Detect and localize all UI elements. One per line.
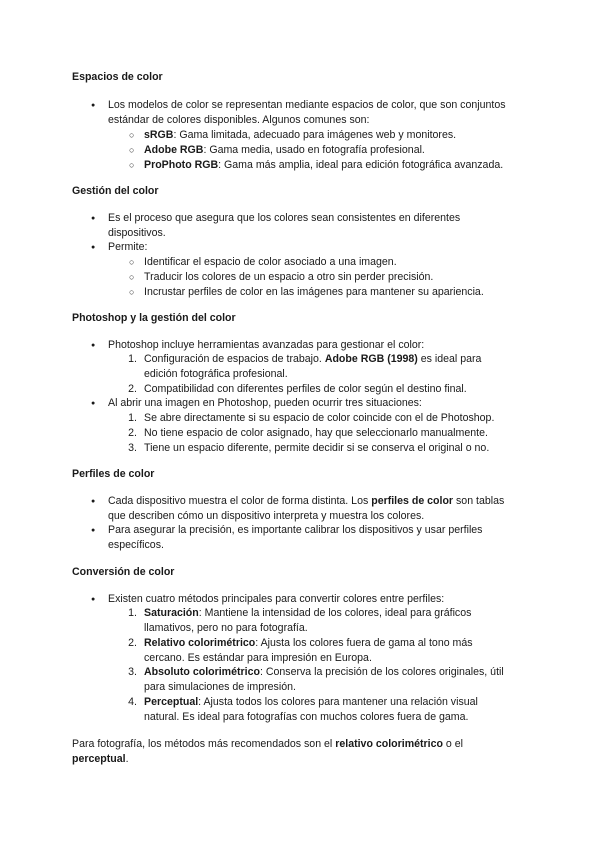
list-number: 3. (128, 666, 137, 678)
numbered-item: No tiene espacio de color asignado, hay que seleccionarlo manualmente. (144, 427, 488, 439)
sub-bullet-item: ○ Adobe RGB: Gama media, usado en fotografía profesional. (144, 143, 425, 158)
bullet-item: ● Existen cuatro métodos principales para convertir colores entre perfiles: (108, 592, 444, 607)
numbered-item: Absoluto colorimétrico: Conserva la precisión de los colores originales, útil (144, 666, 504, 678)
bullet-continuation: dispositivos. (108, 227, 166, 239)
heading-conversion-de-color: Conversión de color (72, 566, 175, 578)
list-number: 4. (128, 696, 137, 708)
bullet-continuation: que describen cómo un dispositivo interpreta y muestra los colores. (108, 510, 425, 522)
numbered-continuation: edición fotográfica profesional. (144, 368, 288, 380)
numbered-item: Tiene un espacio diferente, permite decidir si se conserva el original o no. (144, 442, 490, 454)
numbered-item: Configuración de espacios de trabajo. Adobe RGB (1998) es ideal para (144, 353, 482, 365)
bullet-item: ● Al abrir una imagen en Photoshop, pueden ocurrir tres situaciones: (108, 396, 422, 411)
numbered-continuation: natural. Es ideal para fotografías con muchos colores fuera de gama. (144, 711, 469, 723)
list-number: 2. (128, 637, 137, 649)
bullet-item: ● Photoshop incluye herramientas avanzadas para gestionar el color: (108, 338, 424, 353)
heading-perfiles-de-color: Perfiles de color (72, 468, 155, 480)
sub-bullet-item: ○ Identificar el espacio de color asociado a una imagen. (144, 255, 397, 270)
list-number: 1. (128, 607, 137, 619)
bullet-item: ● Para asegurar la precisión, es importante calibrar los dispositivos y usar perfiles (108, 523, 482, 538)
numbered-continuation: para simulaciones de impresión. (144, 681, 296, 693)
closing-paragraph: Para fotografía, los métodos más recomendados son el relativo colorimétrico o el (72, 738, 464, 750)
heading-photoshop: Photoshop y la gestión del color (72, 312, 236, 324)
sub-bullet-item: ○ Incrustar perfiles de color en las imágenes para mantener su apariencia. (144, 285, 484, 300)
numbered-item: Perceptual: Ajusta todos los colores para mantener una relación visual (144, 696, 478, 708)
numbered-item: Saturación: Mantiene la intensidad de los colores, ideal para gráficos (144, 607, 472, 619)
sub-bullet-item: ○ ProPhoto RGB: Gama más amplia, ideal para edición fotográfica avanzada. (144, 158, 503, 173)
list-number: 3. (128, 442, 137, 454)
list-number: 2. (128, 383, 137, 395)
bullet-item: ● Es el proceso que asegura que los colores sean consistentes en diferentes (108, 211, 460, 226)
bullet-continuation: específicos. (108, 539, 164, 551)
bullet-item: ● Los modelos de color se representan mediante espacios de color, que son conjuntos (108, 98, 506, 113)
list-number: 1. (128, 412, 137, 424)
numbered-item: Relativo colorimétrico: Ajusta los colores fuera de gama al tono más (144, 637, 473, 649)
bullet-item: ● Permite: (108, 240, 147, 255)
closing-paragraph-continuation: perceptual. (72, 753, 129, 765)
sub-bullet-item: ○ sRGB: Gama limitada, adecuado para imágenes web y monitores. (144, 128, 456, 143)
numbered-item: Se abre directamente si su espacio de color coincide con el de Photoshop. (144, 412, 495, 424)
heading-espacios-de-color: Espacios de color (72, 71, 163, 83)
numbered-item: Compatibilidad con diferentes perfiles de color según el destino final. (144, 383, 467, 395)
bullet-continuation: estándar de colores disponibles. Algunos comunes son: (108, 114, 370, 126)
numbered-continuation: llamativos, pero no para fotografía. (144, 622, 308, 634)
numbered-continuation: cercano. Es estándar para impresión en Europa. (144, 652, 372, 664)
sub-bullet-item: ○ Traducir los colores de un espacio a otro sin perder precisión. (144, 270, 433, 285)
list-number: 1. (128, 353, 137, 365)
heading-gestion-del-color: Gestión del color (72, 185, 159, 197)
list-number: 2. (128, 427, 137, 439)
bullet-item: ● Cada dispositivo muestra el color de forma distinta. Los perfiles de color son tablas (108, 494, 504, 509)
